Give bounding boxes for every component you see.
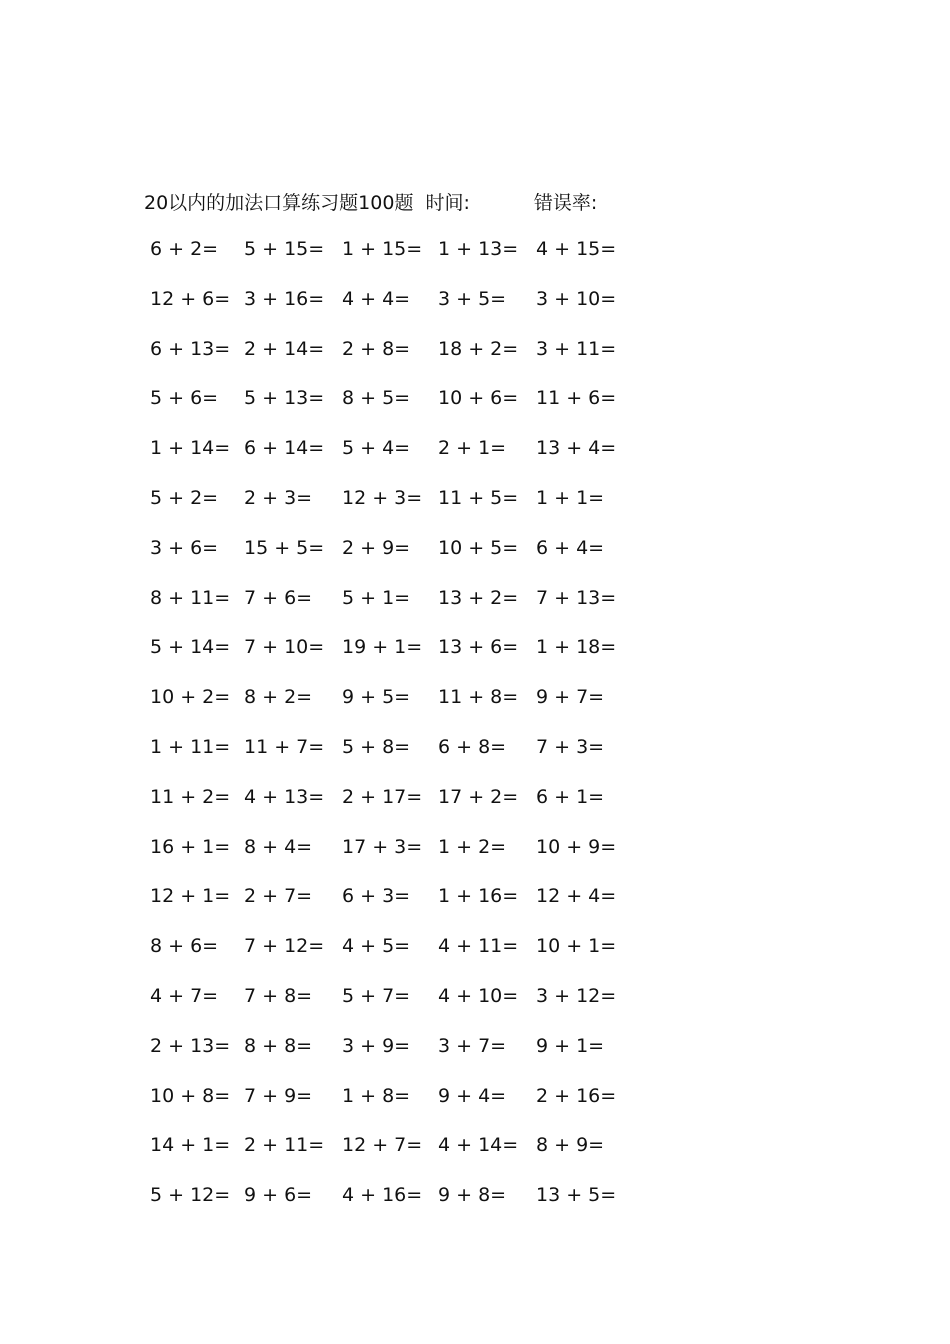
problem-row	[140, 1126, 640, 1176]
problem-item: 11 + 2=	[150, 785, 231, 808]
problem-item: 18 + 2=	[438, 337, 519, 360]
problem-item: 1 + 2=	[438, 835, 507, 858]
problem-item: 7 + 3=	[536, 735, 605, 758]
problem-item: 5 + 12=	[150, 1184, 231, 1207]
problem-item: 5 + 14=	[150, 636, 231, 659]
problem-item: 9 + 1=	[536, 1034, 605, 1057]
problem-item: 4 + 15=	[536, 238, 617, 260]
problem-item: 13 + 5=	[536, 1184, 617, 1207]
problem-item: 7 + 8=	[244, 984, 313, 1007]
problem-item: 12 + 4=	[536, 885, 617, 908]
problem-item: 8 + 11=	[150, 586, 231, 609]
problem-item: 13 + 6=	[438, 636, 519, 659]
problem-item: 5 + 15=	[244, 238, 325, 260]
problem-item: 6 + 2=	[150, 238, 219, 260]
problem-item: 2 + 16=	[536, 1084, 617, 1107]
problem-item: 19 + 1=	[342, 636, 423, 659]
problem-item: 5 + 4=	[342, 437, 411, 460]
problem-item: 4 + 5=	[342, 935, 411, 958]
problem-item: 1 + 1=	[536, 486, 605, 509]
problem-item: 2 + 17=	[342, 785, 423, 808]
problem-row	[140, 579, 640, 629]
problem-item: 5 + 6=	[150, 387, 219, 410]
problem-row	[140, 429, 640, 479]
problem-item: 6 + 4=	[536, 536, 605, 559]
problem-item: 4 + 7=	[150, 984, 219, 1007]
problem-row	[140, 1077, 640, 1127]
problem-item: 7 + 10=	[244, 636, 325, 659]
problem-item: 7 + 13=	[536, 586, 617, 609]
problem-item: 1 + 16=	[438, 885, 519, 908]
worksheet-header	[144, 186, 597, 216]
problem-item: 1 + 13=	[438, 238, 519, 260]
problem-item: 10 + 8=	[150, 1084, 231, 1107]
problem-item: 10 + 2=	[150, 686, 231, 709]
problem-item: 2 + 7=	[244, 885, 313, 908]
problem-item: 1 + 15=	[342, 238, 423, 260]
problem-item: 3 + 10=	[536, 287, 617, 310]
problem-item: 10 + 1=	[536, 935, 617, 958]
problem-row	[140, 728, 640, 778]
problem-item: 8 + 4=	[244, 835, 313, 858]
problem-item: 12 + 6=	[150, 287, 231, 310]
problem-row	[140, 927, 640, 977]
problem-item: 12 + 3=	[342, 486, 423, 509]
problem-item: 6 + 13=	[150, 337, 231, 360]
problem-item: 4 + 13=	[244, 785, 325, 808]
problem-item: 1 + 14=	[150, 437, 231, 460]
problem-item: 6 + 3=	[342, 885, 411, 908]
problem-item: 11 + 6=	[536, 387, 617, 410]
problem-row	[140, 1176, 640, 1226]
problem-item: 3 + 5=	[438, 287, 507, 310]
problem-item: 3 + 12=	[536, 984, 617, 1007]
worksheet-title: 20以内的加法口算练习题100题	[144, 191, 414, 214]
problem-item: 3 + 11=	[536, 337, 617, 360]
problem-item: 7 + 6=	[244, 586, 313, 609]
problem-row	[140, 379, 640, 429]
problem-item: 8 + 2=	[244, 686, 313, 709]
problem-item: 9 + 7=	[536, 686, 605, 709]
problem-row	[140, 977, 640, 1027]
problem-item: 11 + 7=	[244, 735, 325, 758]
problem-item: 10 + 9=	[536, 835, 617, 858]
problem-item: 2 + 3=	[244, 486, 313, 509]
problem-item: 4 + 16=	[342, 1184, 423, 1207]
problem-row	[140, 529, 640, 579]
problem-item: 1 + 8=	[342, 1084, 411, 1107]
problem-item: 5 + 7=	[342, 984, 411, 1007]
problem-item: 1 + 18=	[536, 636, 617, 659]
problem-item: 7 + 12=	[244, 935, 325, 958]
problem-item: 8 + 5=	[342, 387, 411, 410]
problem-item: 1 + 11=	[150, 735, 231, 758]
problem-row	[140, 1027, 640, 1077]
problem-item: 4 + 10=	[438, 984, 519, 1007]
problem-item: 4 + 14=	[438, 1134, 519, 1157]
problem-row	[140, 628, 640, 678]
time-label: 时间:	[425, 191, 470, 214]
problem-item: 12 + 1=	[150, 885, 231, 908]
problem-item: 9 + 8=	[438, 1184, 507, 1207]
problem-item: 5 + 1=	[342, 586, 411, 609]
problem-row	[140, 230, 640, 280]
problem-item: 3 + 6=	[150, 536, 219, 559]
problem-row	[140, 778, 640, 828]
problem-item: 3 + 7=	[438, 1034, 507, 1057]
problem-item: 13 + 4=	[536, 437, 617, 460]
problem-row	[140, 877, 640, 927]
problem-item: 3 + 9=	[342, 1034, 411, 1057]
problem-item: 9 + 6=	[244, 1184, 313, 1207]
problem-item: 2 + 11=	[244, 1134, 325, 1157]
problem-item: 5 + 8=	[342, 735, 411, 758]
problem-item: 11 + 5=	[438, 486, 519, 509]
problem-item: 4 + 11=	[438, 935, 519, 958]
problem-item: 16 + 1=	[150, 835, 231, 858]
problem-item: 6 + 14=	[244, 437, 325, 460]
problem-item: 2 + 14=	[244, 337, 325, 360]
problem-item: 2 + 9=	[342, 536, 411, 559]
problem-item: 13 + 2=	[438, 586, 519, 609]
problem-item: 12 + 7=	[342, 1134, 423, 1157]
problem-item: 2 + 13=	[150, 1034, 231, 1057]
problem-item: 15 + 5=	[244, 536, 325, 559]
problem-item: 17 + 3=	[342, 835, 423, 858]
problem-item: 2 + 8=	[342, 337, 411, 360]
problem-item: 8 + 9=	[536, 1134, 605, 1157]
problem-row	[140, 479, 640, 529]
problem-item: 6 + 1=	[536, 785, 605, 808]
problem-item: 4 + 4=	[342, 287, 411, 310]
problem-item: 17 + 2=	[438, 785, 519, 808]
problem-item: 5 + 13=	[244, 387, 325, 410]
problem-item: 9 + 5=	[342, 686, 411, 709]
problem-item: 10 + 6=	[438, 387, 519, 410]
problem-item: 9 + 4=	[438, 1084, 507, 1107]
problem-grid	[140, 230, 640, 1226]
problem-row	[140, 280, 640, 330]
problem-item: 8 + 8=	[244, 1034, 313, 1057]
problem-item: 2 + 1=	[438, 437, 507, 460]
problem-item: 14 + 1=	[150, 1134, 231, 1157]
problem-item: 5 + 2=	[150, 486, 219, 509]
error-rate-label: 错误率:	[533, 191, 598, 214]
problem-item: 8 + 6=	[150, 935, 219, 958]
problem-row	[140, 678, 640, 728]
problem-item: 11 + 8=	[438, 686, 519, 709]
problem-row	[140, 828, 640, 878]
problem-row	[140, 330, 640, 380]
problem-item: 7 + 9=	[244, 1084, 313, 1107]
problem-item: 3 + 16=	[244, 287, 325, 310]
problem-item: 6 + 8=	[438, 735, 507, 758]
problem-item: 10 + 5=	[438, 536, 519, 559]
